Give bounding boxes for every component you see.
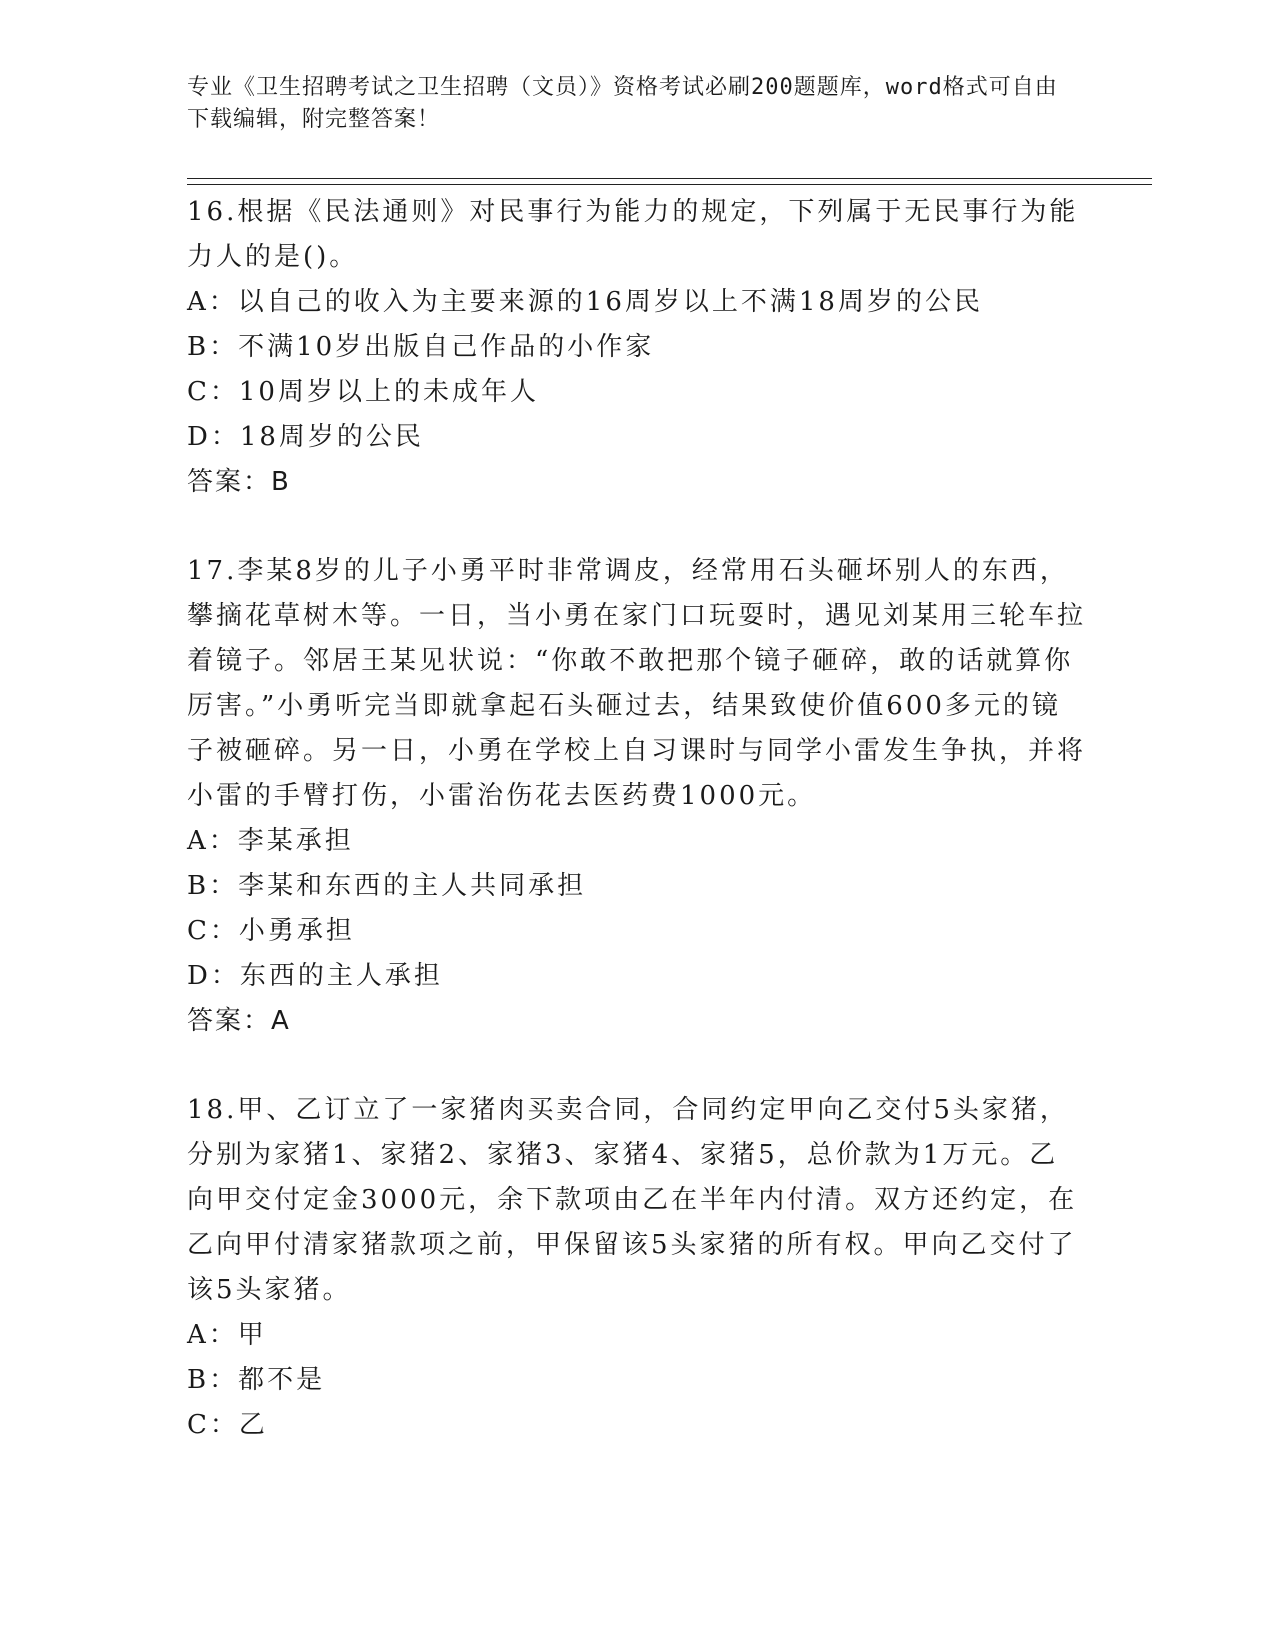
option-a: A：以自己的收入为主要来源的16周岁以上不满18周岁的公民 xyxy=(187,287,983,317)
option-d: D：18周岁的公民 xyxy=(187,422,424,452)
answer-line: 答案：B xyxy=(187,467,291,497)
question-stem: 18.甲、乙订立了一家猪肉买卖合同，合同约定甲向乙交付5头家猪，分别为家猪1、家猪2、家猪3、家猪4、家猪5，总价款为1万元。乙向甲交付定金3000元，余下款项由乙在半年内付清。双方还约定，在乙向甲付清家猪款项之前，甲保留该5头家猪的所有权。甲向乙交付了该5头家猪。 xyxy=(187,1095,1078,1305)
option-d: D：东西的主人承担 xyxy=(187,961,443,991)
header-divider-top xyxy=(187,178,1152,179)
question-18 xyxy=(187,1088,1087,1448)
question-stem: 17.李某8岁的儿子小勇平时非常调皮，经常用石头砸坏别人的东西，攀摘花草树木等。一日，当小勇在家门口玩耍时，遇见刘某用三轮车拉着镜子。邻居王某见状说：“你敢不敢把那个镜子砸碎，敢的话就算你厉害。”小勇听完当即就拿起石头砸过去，结果致使价值600多元的镜子被砸碎。另一日，小勇在学校上自习课时与同学小雷发生争执，并将小雷的手臂打伤，小雷治伤花去医药费1000元。 xyxy=(187,556,1087,811)
option-b: B：不满10岁出版自己作品的小作家 xyxy=(187,332,655,362)
question-list xyxy=(187,190,1087,1492)
answer-line: 答案：A xyxy=(187,1006,291,1036)
option-c: C：小勇承担 xyxy=(187,916,355,946)
question-17 xyxy=(187,549,1087,1044)
option-a: A：甲 xyxy=(187,1320,267,1350)
header-divider-bottom xyxy=(187,184,1152,185)
option-b: B：李某和东西的主人共同承担 xyxy=(187,871,587,901)
option-a: A：李某承担 xyxy=(187,826,354,856)
option-c: C：10周岁以上的未成年人 xyxy=(187,377,539,407)
question-16 xyxy=(187,190,1087,505)
question-stem: 16.根据《民法通则》对民事行为能力的规定，下列属于无民事行为能力人的是()。 xyxy=(187,197,1079,272)
document-header xyxy=(187,72,1067,136)
option-c: C：乙 xyxy=(187,1410,268,1440)
header-text: 专业《卫生招聘考试之卫生招聘（文员）》资格考试必刷200题题库，word格式可自由下载编辑，附完整答案！ xyxy=(187,75,1058,132)
option-b: B：都不是 xyxy=(187,1365,326,1395)
